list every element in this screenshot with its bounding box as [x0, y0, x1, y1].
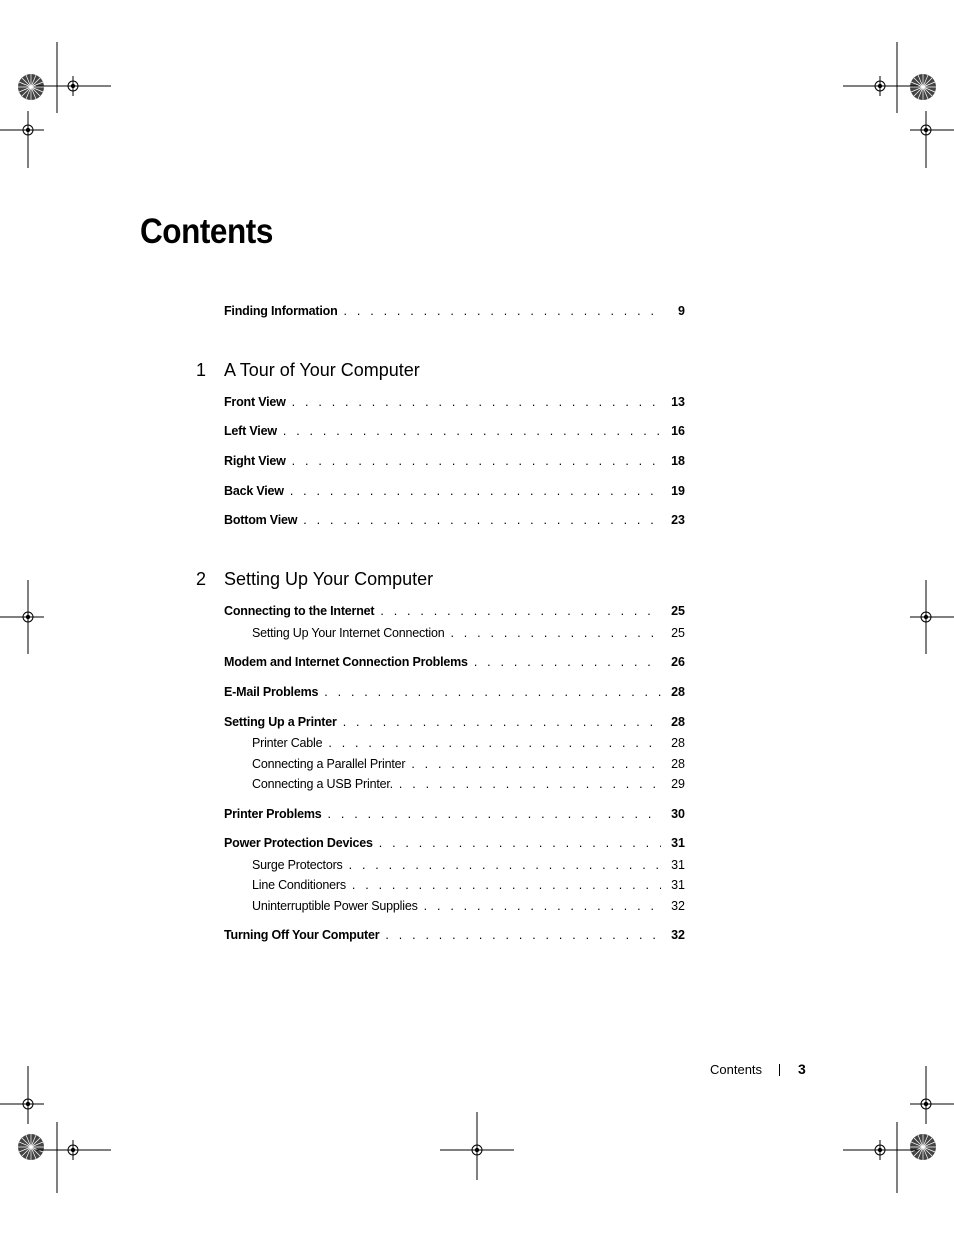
- toc-entry-label: Setting Up Your Internet Connection: [252, 626, 445, 640]
- toc-entry-label: Printer Problems: [224, 807, 322, 821]
- toc-entry-page: 25: [661, 604, 685, 618]
- toc-subentry[interactable]: [252, 757, 685, 773]
- toc-entry-page: 9: [661, 304, 685, 318]
- crop-mark-bottom-right: [843, 1066, 954, 1193]
- toc-entry-label: Setting Up a Printer: [224, 715, 337, 729]
- toc-entry[interactable]: [224, 424, 685, 440]
- toc-entry-page: 13: [661, 395, 685, 409]
- toc-entry-page: 16: [661, 424, 685, 438]
- dot-leader: [337, 715, 661, 729]
- toc-entry-label: Connecting a USB Printer.: [252, 777, 393, 791]
- page-title: Contents: [140, 212, 273, 251]
- footer-divider: [779, 1064, 780, 1076]
- toc-entry-label: Line Conditioners: [252, 878, 346, 892]
- chapter-number: 2: [196, 569, 207, 589]
- dot-leader: [444, 626, 661, 640]
- toc-entry[interactable]: [224, 928, 685, 944]
- chapter-heading-1[interactable]: [196, 360, 420, 381]
- toc-entry-page: 29: [661, 777, 685, 791]
- toc-entry-label: Uninterruptible Power Supplies: [252, 899, 418, 913]
- toc-entry[interactable]: [224, 685, 685, 701]
- toc-entry-page: 23: [661, 513, 685, 527]
- toc-entry[interactable]: [224, 836, 685, 852]
- dot-leader: [405, 757, 661, 771]
- dot-leader: [418, 899, 661, 913]
- chapter-title: Setting Up Your Computer: [224, 569, 434, 589]
- toc-entry-label: Connecting to the Internet: [224, 604, 375, 618]
- dot-leader: [322, 736, 661, 750]
- toc-entry-label: Bottom View: [224, 513, 298, 527]
- dot-leader: [318, 685, 661, 699]
- toc-entry-label: Power Protection Devices: [224, 836, 373, 850]
- toc-entry-page: 28: [661, 736, 685, 750]
- dot-leader: [393, 777, 661, 791]
- chapter-heading-2[interactable]: [196, 569, 433, 590]
- dot-leader: [286, 395, 661, 409]
- toc-entry-page: 26: [661, 655, 685, 669]
- crop-mark-top-left: [0, 42, 111, 168]
- crop-mark-top-right: [843, 42, 954, 168]
- toc-subentry[interactable]: [252, 777, 685, 793]
- dot-leader: [338, 304, 661, 318]
- toc-entry-label: Printer Cable: [252, 736, 323, 750]
- toc-entry[interactable]: [224, 715, 685, 731]
- toc-subentry[interactable]: [252, 878, 685, 894]
- toc-entry[interactable]: [224, 395, 685, 411]
- chapter-number: 1: [196, 360, 207, 380]
- toc-entry-label: Surge Protectors: [252, 858, 343, 872]
- toc-entry-label: Turning Off Your Computer: [224, 928, 380, 942]
- dot-leader: [286, 454, 661, 468]
- crop-mark-bottom-center: [440, 1112, 514, 1180]
- toc-entry[interactable]: [224, 513, 685, 529]
- dot-leader: [322, 807, 661, 821]
- dot-leader: [284, 484, 661, 498]
- toc-entry-page: 31: [661, 836, 685, 850]
- dot-leader: [468, 655, 661, 669]
- toc-entry[interactable]: [224, 454, 685, 470]
- dot-leader: [374, 604, 661, 618]
- toc-entry-page: 32: [661, 899, 685, 913]
- toc-entry-page: 28: [661, 685, 685, 699]
- toc-entry-page: 31: [661, 878, 685, 892]
- dot-leader: [373, 836, 661, 850]
- toc-entry-label: Right View: [224, 454, 286, 468]
- crop-mark-bottom-left: [0, 1066, 111, 1193]
- toc-entry-label: Left View: [224, 424, 277, 438]
- toc-subentry[interactable]: [252, 736, 685, 752]
- toc-entry[interactable]: [224, 604, 685, 620]
- toc-entry-label: Modem and Internet Connection Problems: [224, 655, 468, 669]
- crop-mark-middle-left: [0, 580, 44, 654]
- toc-entry[interactable]: [224, 807, 685, 823]
- dot-leader: [379, 928, 661, 942]
- toc-subentry[interactable]: [252, 858, 685, 874]
- toc-entry-label: Connecting a Parallel Printer: [252, 757, 406, 771]
- chapter-title: A Tour of Your Computer: [224, 360, 420, 380]
- dot-leader: [343, 858, 661, 872]
- toc-subentry[interactable]: [252, 626, 685, 642]
- toc-entry-page: 25: [661, 626, 685, 640]
- toc-entry[interactable]: [224, 655, 685, 671]
- toc-entry-page: 30: [661, 807, 685, 821]
- toc-entry-page: 31: [661, 858, 685, 872]
- toc-entry-label: Front View: [224, 395, 286, 409]
- toc-entry[interactable]: [224, 484, 685, 500]
- toc-entry-finding-information[interactable]: [224, 304, 685, 320]
- toc-entry-page: 32: [661, 928, 685, 942]
- footer-section-label: Contents: [710, 1062, 763, 1077]
- toc-entry-page: 28: [661, 757, 685, 771]
- footer-page-number: 3: [798, 1061, 806, 1077]
- toc-entry-page: 28: [661, 715, 685, 729]
- toc-entry-label: Finding Information: [224, 304, 338, 318]
- toc-entry-page: 18: [661, 454, 685, 468]
- toc-entry-label: Back View: [224, 484, 284, 498]
- toc-entry-page: 19: [661, 484, 685, 498]
- dot-leader: [277, 424, 661, 438]
- dot-leader: [346, 878, 661, 892]
- toc-subentry[interactable]: [252, 899, 685, 915]
- dot-leader: [297, 513, 661, 527]
- crop-mark-middle-right: [910, 580, 954, 654]
- toc-entry-label: E-Mail Problems: [224, 685, 319, 699]
